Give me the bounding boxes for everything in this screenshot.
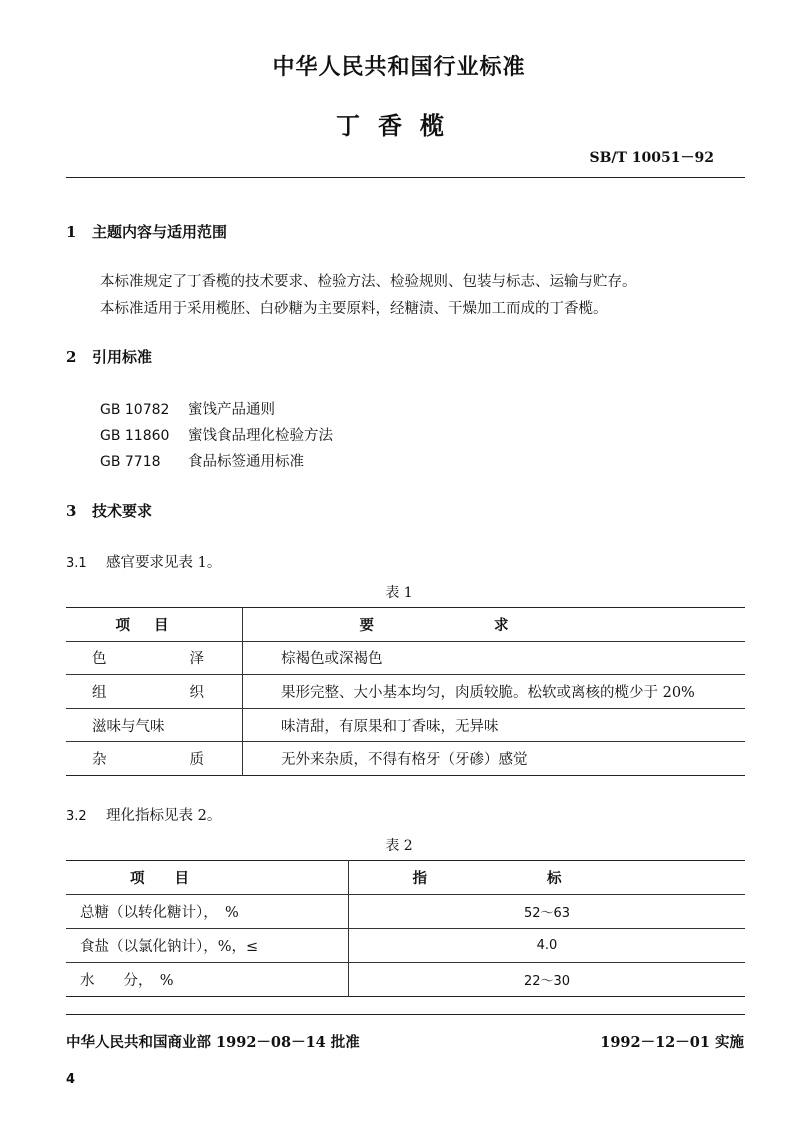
section-number: 1 bbox=[66, 223, 77, 241]
table-row bbox=[66, 895, 745, 929]
footer-rule bbox=[66, 1014, 745, 1015]
row-requirement: 果形完整、大小基本均匀，肉质较脆。松软或离核的榄少于 20% bbox=[243, 675, 746, 709]
section-1-paragraph: 本标准适用于采用榄胚、白砂糖为主要原料，经糖渍、干燥加工而成的丁香榄。 bbox=[100, 301, 608, 317]
table-header-row bbox=[66, 608, 745, 642]
table-header-row bbox=[66, 861, 745, 895]
document-title: 丁香榄 bbox=[336, 111, 462, 140]
subsection-3-2 bbox=[66, 804, 221, 825]
row-value: 22～30 bbox=[523, 974, 571, 989]
subsection-text: 理化指标见表 2。 bbox=[106, 808, 222, 824]
header-requirement: 要求 bbox=[243, 608, 746, 642]
row-requirement: 味清甜，有原果和丁香味，无异味 bbox=[243, 708, 746, 742]
row-item: 滋味与气味 bbox=[66, 708, 243, 742]
table-1-sensory-requirements bbox=[66, 607, 745, 776]
row-requirement: 棕褐色或深褐色 bbox=[243, 641, 746, 675]
page-number: 4 bbox=[66, 1072, 76, 1087]
reference-item bbox=[100, 450, 304, 471]
header-item: 项目 bbox=[66, 608, 243, 642]
section-2-heading bbox=[66, 346, 152, 367]
table-2-caption: 表 2 bbox=[385, 838, 413, 854]
table-row bbox=[66, 742, 745, 776]
subsection-3-1 bbox=[66, 551, 221, 572]
reference-item bbox=[100, 398, 275, 419]
item-char: 泽 bbox=[189, 651, 204, 668]
row-item bbox=[66, 742, 243, 776]
reference-name: 食品标签通用标准 bbox=[188, 454, 304, 470]
table-1-caption: 表 1 bbox=[385, 585, 413, 601]
subsection-number: 3.2 bbox=[66, 809, 87, 824]
approval-note: 中华人民共和国商业部 1992－08－14 批准 bbox=[66, 1034, 360, 1051]
section-title: 技术要求 bbox=[92, 502, 153, 520]
reference-item bbox=[100, 424, 333, 445]
section-1-paragraph: 本标准规定了丁香榄的技术要求、检验方法、检验规则、包装与标志、运输与贮存。 bbox=[100, 274, 637, 290]
reference-name: 蜜饯食品理化检验方法 bbox=[188, 428, 333, 444]
row-item: 总糖（以转化糖计）， % bbox=[66, 895, 349, 929]
subsection-text: 感官要求见表 1。 bbox=[106, 555, 222, 571]
item-char: 杂 bbox=[92, 752, 107, 769]
table-row bbox=[66, 708, 745, 742]
subsection-number: 3.1 bbox=[66, 556, 87, 571]
row-item bbox=[66, 641, 243, 675]
reference-name: 蜜饯产品通则 bbox=[188, 402, 275, 418]
section-3-heading bbox=[66, 500, 152, 521]
reference-code: GB 7718 bbox=[100, 454, 161, 470]
item-char: 织 bbox=[189, 684, 204, 701]
table-row bbox=[66, 675, 745, 709]
section-number: 2 bbox=[66, 348, 77, 366]
row-value: 4.0 bbox=[349, 929, 746, 963]
standard-code: SB/T 10051－92 bbox=[589, 150, 714, 166]
item-char: 组 bbox=[92, 684, 107, 701]
item-char: 色 bbox=[92, 651, 107, 668]
table-row bbox=[66, 929, 745, 963]
section-title: 主题内容与适用范围 bbox=[92, 223, 228, 241]
section-1-heading bbox=[66, 221, 227, 242]
header-indicator: 指标 bbox=[349, 861, 746, 895]
standard-category: 中华人民共和国行业标准 bbox=[272, 54, 526, 80]
row-item bbox=[66, 675, 243, 709]
reference-code: GB 11860 bbox=[100, 428, 170, 444]
item-char: 质 bbox=[189, 752, 204, 769]
section-number: 3 bbox=[66, 502, 77, 520]
row-requirement: 无外来杂质，不得有格牙（牙碜）感觉 bbox=[281, 752, 528, 769]
reference-code: GB 10782 bbox=[100, 402, 170, 418]
section-title: 引用标准 bbox=[92, 348, 153, 366]
row-item: 水 分， % bbox=[66, 963, 349, 997]
header-rule bbox=[66, 177, 745, 178]
row-item: 食盐（以氯化钠计），%，≤ bbox=[66, 929, 349, 963]
implementation-date: 1992－12－01 实施 bbox=[600, 1034, 744, 1051]
table-row bbox=[66, 963, 745, 997]
table-2-physicochemical-indicators bbox=[66, 860, 745, 997]
table-row bbox=[66, 641, 745, 675]
header-item: 项目 bbox=[66, 861, 349, 895]
row-value: 52～63 bbox=[349, 895, 746, 929]
